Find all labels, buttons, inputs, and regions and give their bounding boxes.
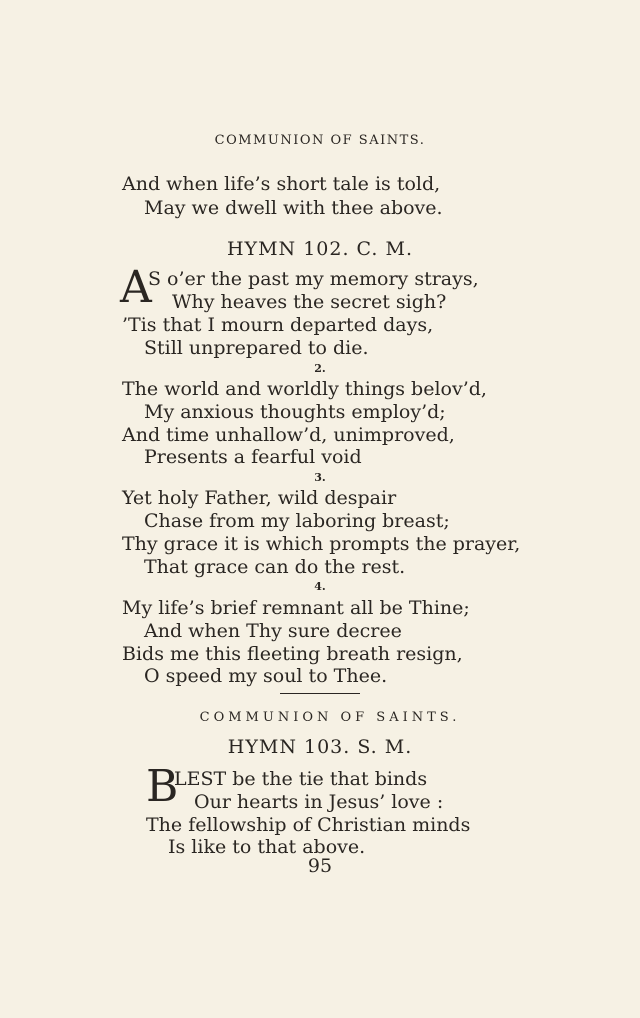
verse-2-line-4: Presents a fearful void	[144, 446, 362, 468]
verse-4-line-2: And when Thy sure decree	[144, 620, 402, 642]
prev-hymn-line-2: May we dwell with thee above.	[144, 197, 443, 219]
hymn-103-line-2: Our hearts in Jesus’ love :	[194, 791, 444, 813]
section-divider	[280, 693, 360, 694]
hymn-102-line-1: S o’er the past my memory strays,	[148, 268, 479, 290]
verse-4-line-4: O speed my soul to Thee.	[144, 665, 388, 687]
hymn-103-line-1: LEST be the tie that binds	[174, 768, 428, 790]
page-number: 95	[307, 855, 333, 877]
verse-number-4: 4.	[314, 580, 326, 593]
prev-hymn-line-1: And when life’s short tale is told,	[122, 173, 441, 195]
running-head: COMMUNION OF SAINTS.	[214, 133, 426, 148]
verse-2-line-1: The world and worldly things belov’d,	[122, 378, 487, 400]
hymn-103-line-3: The fellowship of Christian minds	[146, 814, 471, 836]
verse-4-line-1: My life’s brief remnant all be Thine;	[122, 597, 470, 619]
hymn-103-line-4: Is like to that above.	[168, 836, 366, 858]
section-head: COMMUNION OF SAINTS.	[199, 710, 461, 725]
verse-3-line-1: Yet holy Father, wild despair	[122, 487, 397, 509]
hymn-102-title: HYMN 102. C. M.	[226, 238, 413, 260]
verse-3-line-2: Chase from my laboring breast;	[144, 510, 450, 532]
hymn-103-title: HYMN 103. S. M.	[227, 736, 413, 758]
hymn-102-line-3: ’Tis that I mourn departed days,	[122, 314, 434, 336]
verse-number-2: 2.	[314, 362, 326, 375]
verse-4-line-3: Bids me this fleeting breath resign,	[122, 643, 463, 665]
verse-3-line-4: That grace can do the rest.	[144, 556, 406, 578]
verse-2-line-3: And time unhallow’d, unimproved,	[122, 424, 455, 446]
verse-3-line-3: Thy grace it is which prompts the prayer,	[122, 533, 521, 555]
hymn-102-dropcap: A	[120, 262, 152, 313]
hymn-102-line-2: Why heaves the secret sigh?	[172, 291, 447, 313]
verse-number-3: 3.	[314, 471, 326, 484]
verse-2-line-2: My anxious thoughts employ’d;	[144, 401, 446, 423]
hymn-102-line-4: Still unprepared to die.	[144, 337, 369, 359]
hymn-103-dropcap: B	[146, 761, 179, 812]
